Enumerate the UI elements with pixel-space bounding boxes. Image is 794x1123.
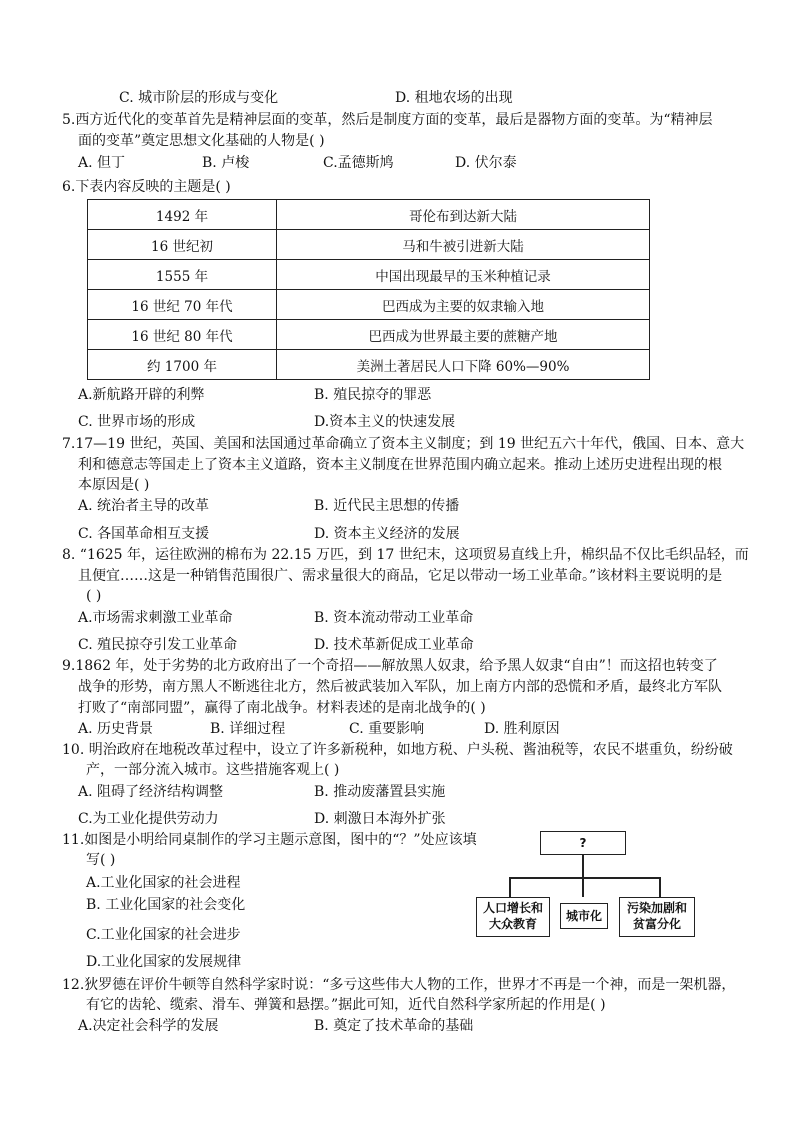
table-row <box>88 290 650 320</box>
diagram-mid-connector <box>582 877 584 897</box>
q10-option-a: A. 阻碍了经济结构调整 <box>78 784 224 800</box>
q11-stem-line2: 写( ) <box>86 852 116 868</box>
q7-option-c: C. 各国革命相互支援 <box>78 526 210 542</box>
q5-stem-line1: 5.西方近代化的变革首先是精神层面的变革，然后是制度方面的变革，最后是器物方面的变革。为“精神层 <box>62 112 713 128</box>
table-row <box>88 200 650 230</box>
q9-option-d: D. 胜利原因 <box>484 721 560 737</box>
q9-option-a: A. 历史背景 <box>78 721 154 737</box>
q5-option-a: A. 但丁 <box>78 155 126 171</box>
diagram-right-line1: 污染加剧和 <box>626 901 687 915</box>
table-cell-event: 马和牛被引进新大陆 <box>277 230 650 260</box>
q10-stem-line1: 10. 明治政府在地税改革过程中，设立了许多新税种，如地方税、户头税、酱油税等，农民不堪重负，纷纷破 <box>62 742 733 758</box>
q9-option-c: C. 重要影响 <box>349 721 425 737</box>
diagram-left-box <box>476 897 550 937</box>
q8-option-c: C. 殖民掠夺引发工业革命 <box>78 637 238 653</box>
table-row <box>88 350 650 380</box>
q5-option-d: D. 伏尔泰 <box>455 155 517 171</box>
q7-option-d: D. 资本主义经济的发展 <box>314 526 460 542</box>
q8-option-a: A.市场需求刺激工业革命 <box>78 610 233 626</box>
q9-option-b: B. 详细过程 <box>210 721 286 737</box>
q11-option-d: D.工业化国家的发展规律 <box>86 954 242 970</box>
q11-option-c: C.工业化国家的社会进步 <box>86 927 241 943</box>
diagram-branch-line <box>509 877 659 879</box>
q6-table <box>87 199 650 380</box>
q10-option-c: C.为工业化提供劳动力 <box>78 811 219 827</box>
table-cell-date: 16 世纪 70 年代 <box>88 290 277 320</box>
diagram-left-line2: 大众教育 <box>488 917 537 931</box>
q6-option-a: A.新航路开辟的利弊 <box>78 387 205 403</box>
table-cell-date: 1555 年 <box>88 260 277 290</box>
q10-option-d: D. 刺激日本海外扩张 <box>314 811 446 827</box>
q7-stem-line2: 利和德意志等国走上了资本主义道路，资本主义制度在世界范围内确立起来。推动上述历史进程出现的根 <box>78 457 722 473</box>
q6-option-d: D.资本主义的快速发展 <box>314 414 456 430</box>
diagram-left-connector <box>509 877 511 897</box>
diagram-left-line1: 人口增长和 <box>482 901 543 915</box>
q5-option-c: C.孟德斯鸠 <box>323 155 394 171</box>
table-cell-event: 哥伦布到达新大陆 <box>277 200 650 230</box>
q12-option-b: B. 奠定了技术革命的基础 <box>314 1018 474 1034</box>
q4-option-c: C. 城市阶层的形成与变化 <box>119 90 279 106</box>
table-cell-date: 约 1700 年 <box>88 350 277 380</box>
q9-stem-line2: 战争的形势，南方黑人不断逃往北方，然后被武装加入军队，加上南方内部的恐慌和矛盾，最终北方军队 <box>78 679 722 695</box>
q11-stem-line1: 11.如图是小明给同桌制作的学习主题示意图，图中的“？”处应该填 <box>62 832 477 848</box>
table-cell-date: 1492 年 <box>88 200 277 230</box>
diagram-mid-box: 城市化 <box>560 903 608 929</box>
table-cell-event: 中国出现最早的玉米种植记录 <box>277 260 650 290</box>
diagram-stem-line <box>582 855 584 877</box>
table-row <box>88 320 650 350</box>
table-cell-event: 巴西成为主要的奴隶输入地 <box>277 290 650 320</box>
q8-stem-line3: ( ) <box>86 588 102 604</box>
q6-stem: 6.下表内容反映的主题是( ) <box>62 179 231 195</box>
table-cell-event: 巴西成为世界最主要的蔗糖产地 <box>277 320 650 350</box>
diagram-right-line2: 贫富分化 <box>632 917 681 931</box>
q6-option-b: B. 殖民掠夺的罪恶 <box>314 387 432 403</box>
q8-stem-line2: 且便宜……这是一种销售范围很广、需求量很大的商品，它足以带动一场工业革命。”该材料主要说明的是 <box>78 568 723 584</box>
q11-option-b: B. 工业化国家的社会变化 <box>86 897 246 913</box>
diagram-right-box <box>619 897 695 937</box>
q4-option-d: D. 租地农场的出现 <box>395 90 513 106</box>
q12-stem-line1: 12.狄罗德在评价牛顿等自然科学家时说：“多亏这些伟大人物的工作，世界才不再是一个神，而是一架机器， <box>62 977 736 993</box>
diagram-top-box: ? <box>540 831 626 855</box>
q5-stem-line2: 面的变革”奠定思想文化基础的人物是( ) <box>78 133 325 149</box>
table-row <box>88 260 650 290</box>
table-row <box>88 230 650 260</box>
q7-option-b: B. 近代民主思想的传播 <box>314 498 460 514</box>
q7-stem-line1: 7.17—19 世纪，英国、美国和法国通过革命确立了资本主义制度；到 19 世纪五六十年代，俄国、日本、意大 <box>62 436 745 452</box>
q6-option-c: C. 世界市场的形成 <box>78 414 196 430</box>
q11-diagram <box>476 831 694 941</box>
q10-stem-line2: 产，一部分流入城市。这些措施客观上( ) <box>86 762 340 778</box>
q10-option-b: B. 推动废藩置县实施 <box>314 784 446 800</box>
table-cell-date: 16 世纪 80 年代 <box>88 320 277 350</box>
q7-stem-line3: 本原因是( ) <box>78 477 150 493</box>
q12-option-a: A.决定社会科学的发展 <box>78 1018 219 1034</box>
table-cell-date: 16 世纪初 <box>88 230 277 260</box>
q8-stem-line1: 8. “1625 年，运往欧洲的棉布为 22.15 万匹，到 17 世纪末，这项贸易直线上升，棉织品不仅比毛织品轻，而 <box>62 547 749 563</box>
q5-option-b: B. 卢梭 <box>202 155 250 171</box>
q7-option-a: A. 统治者主导的改革 <box>78 498 210 514</box>
q8-option-b: B. 资本流动带动工业革命 <box>314 610 474 626</box>
q9-stem-line3: 打败了“南部同盟”，赢得了南北战争。材料表述的是南北战争的( ) <box>78 700 486 716</box>
diagram-right-connector <box>659 877 661 897</box>
q8-option-d: D. 技术革新促成工业革命 <box>314 637 474 653</box>
q9-stem-line1: 9.1862 年，处于劣势的北方政府出了一个奇招——解放黑人奴隶，给予黑人奴隶“自由”！而这招也转变了 <box>62 658 718 674</box>
table-cell-event: 美洲土著居民人口下降 60%—90% <box>277 350 650 380</box>
q12-stem-line2: 有它的齿轮、缆索、滑车、弹簧和悬摆。”据此可知，近代自然科学家所起的作用是( ) <box>86 997 606 1013</box>
q11-option-a: A.工业化国家的社会进程 <box>86 875 241 891</box>
